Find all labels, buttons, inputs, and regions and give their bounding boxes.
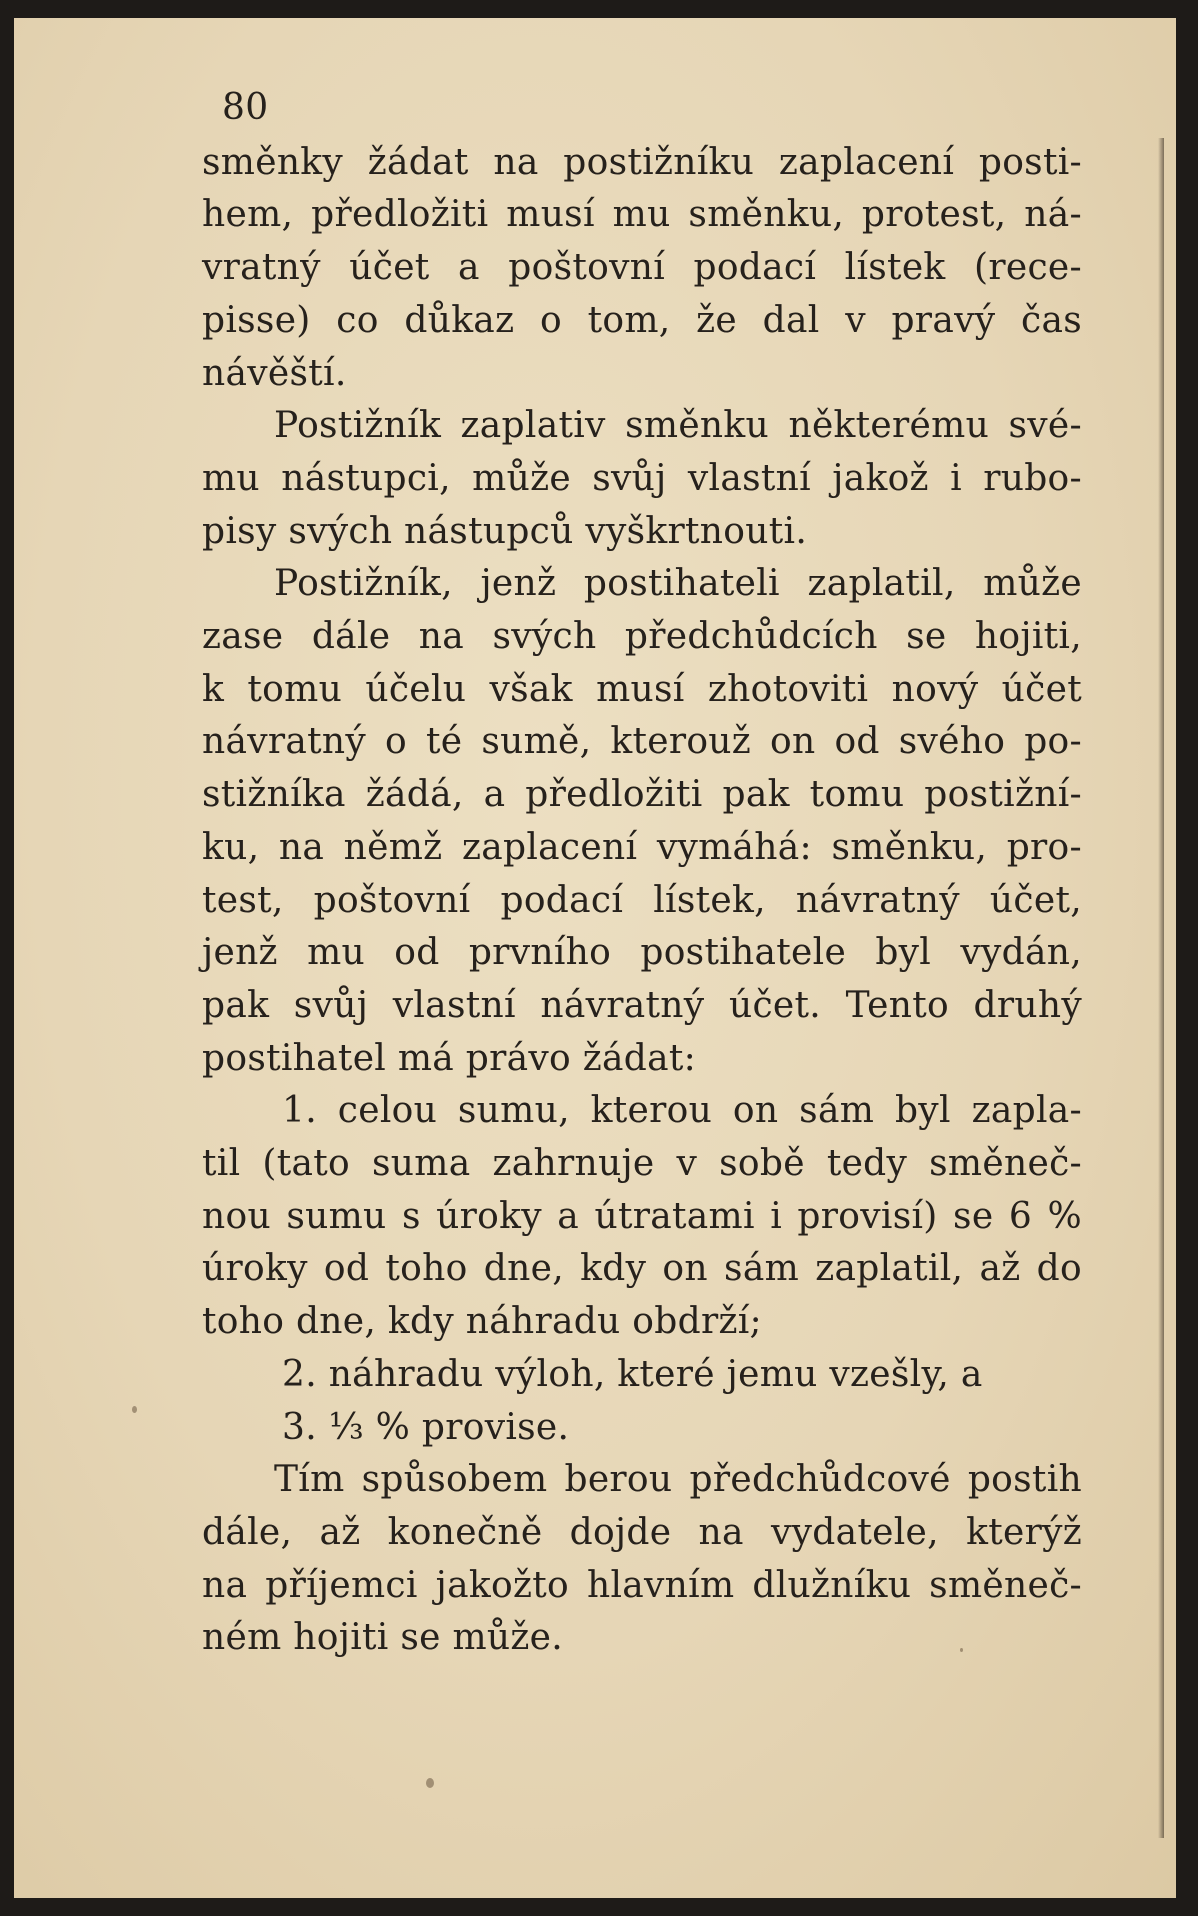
text-line: jenž mu od prvního postihatele byl vydán, <box>202 932 1082 974</box>
list-item: 2. náhradu výloh, které jemu vzešly, a <box>282 1353 983 1395</box>
text-line: návratný o té sumě, kterouž on od svého po- <box>202 721 1082 763</box>
text-line: til (tato suma zahrnuje v sobě tedy směneč- <box>202 1143 1082 1185</box>
paper-speck <box>132 1406 137 1413</box>
text-line: Postižník, jenž postihateli zaplatil, může <box>274 563 1082 605</box>
text-line: na příjemci jakožto hlavním dlužníku směneč- <box>202 1564 1082 1606</box>
paper-speck <box>426 1778 434 1788</box>
page-edge-shadow <box>1158 138 1164 1838</box>
text-line: pisy svých nástupců vyškrtnouti. <box>202 510 808 552</box>
text-line: návěští. <box>202 352 347 394</box>
text-line: zase dále na svých předchůdcích se hojiti, <box>202 616 1082 658</box>
text-line: směnky žádat na postižníku zaplacení posti- <box>202 141 1082 183</box>
text-line: hem, předložiti musí mu směnku, protest, ná- <box>202 194 1082 236</box>
page-text <box>202 82 1082 1665</box>
page-number: 80 <box>222 87 269 128</box>
text-line: pisse) co důkaz o tom, že dal v pravý čas <box>202 299 1082 341</box>
text-line: mu nástupci, může svůj vlastní jakož i rubo- <box>202 457 1082 499</box>
text-line: test, poštovní podací lístek, návratný účet, <box>202 879 1082 921</box>
text-line: vratný účet a poštovní podací lístek (rece- <box>202 247 1082 289</box>
text-line: nou sumu s úroky a útratami i provisí) se 6 % <box>202 1195 1082 1237</box>
text-line: pak svůj vlastní návratný účet. Tento druhý <box>202 984 1082 1026</box>
text-line: úroky od toho dne, kdy on sám zaplatil, až do <box>202 1248 1082 1290</box>
text-line: toho dne, kdy náhradu obdrží; <box>202 1301 762 1343</box>
text-line: postihatel má právo žádat: <box>202 1037 697 1079</box>
text-line: dále, až konečně dojde na vydatele, kterýž <box>202 1511 1082 1553</box>
list-item: 1. celou sumu, kterou on sám byl zapla- <box>282 1090 1082 1132</box>
text-line: stižníka žádá, a předložiti pak tomu postižní- <box>202 774 1082 816</box>
text-line: ném hojiti se může. <box>202 1617 563 1659</box>
text-line: ku, na němž zaplacení vymáhá: směnku, pro- <box>202 826 1082 868</box>
text-line: Tím spůsobem berou předchůdcové postih <box>274 1459 1082 1501</box>
list-item: 3. ⅓ % provise. <box>282 1406 570 1448</box>
text-line: k tomu účelu však musí zhotoviti nový účet <box>202 668 1082 710</box>
text-line: Postižník zaplativ směnku některému své- <box>274 405 1082 447</box>
